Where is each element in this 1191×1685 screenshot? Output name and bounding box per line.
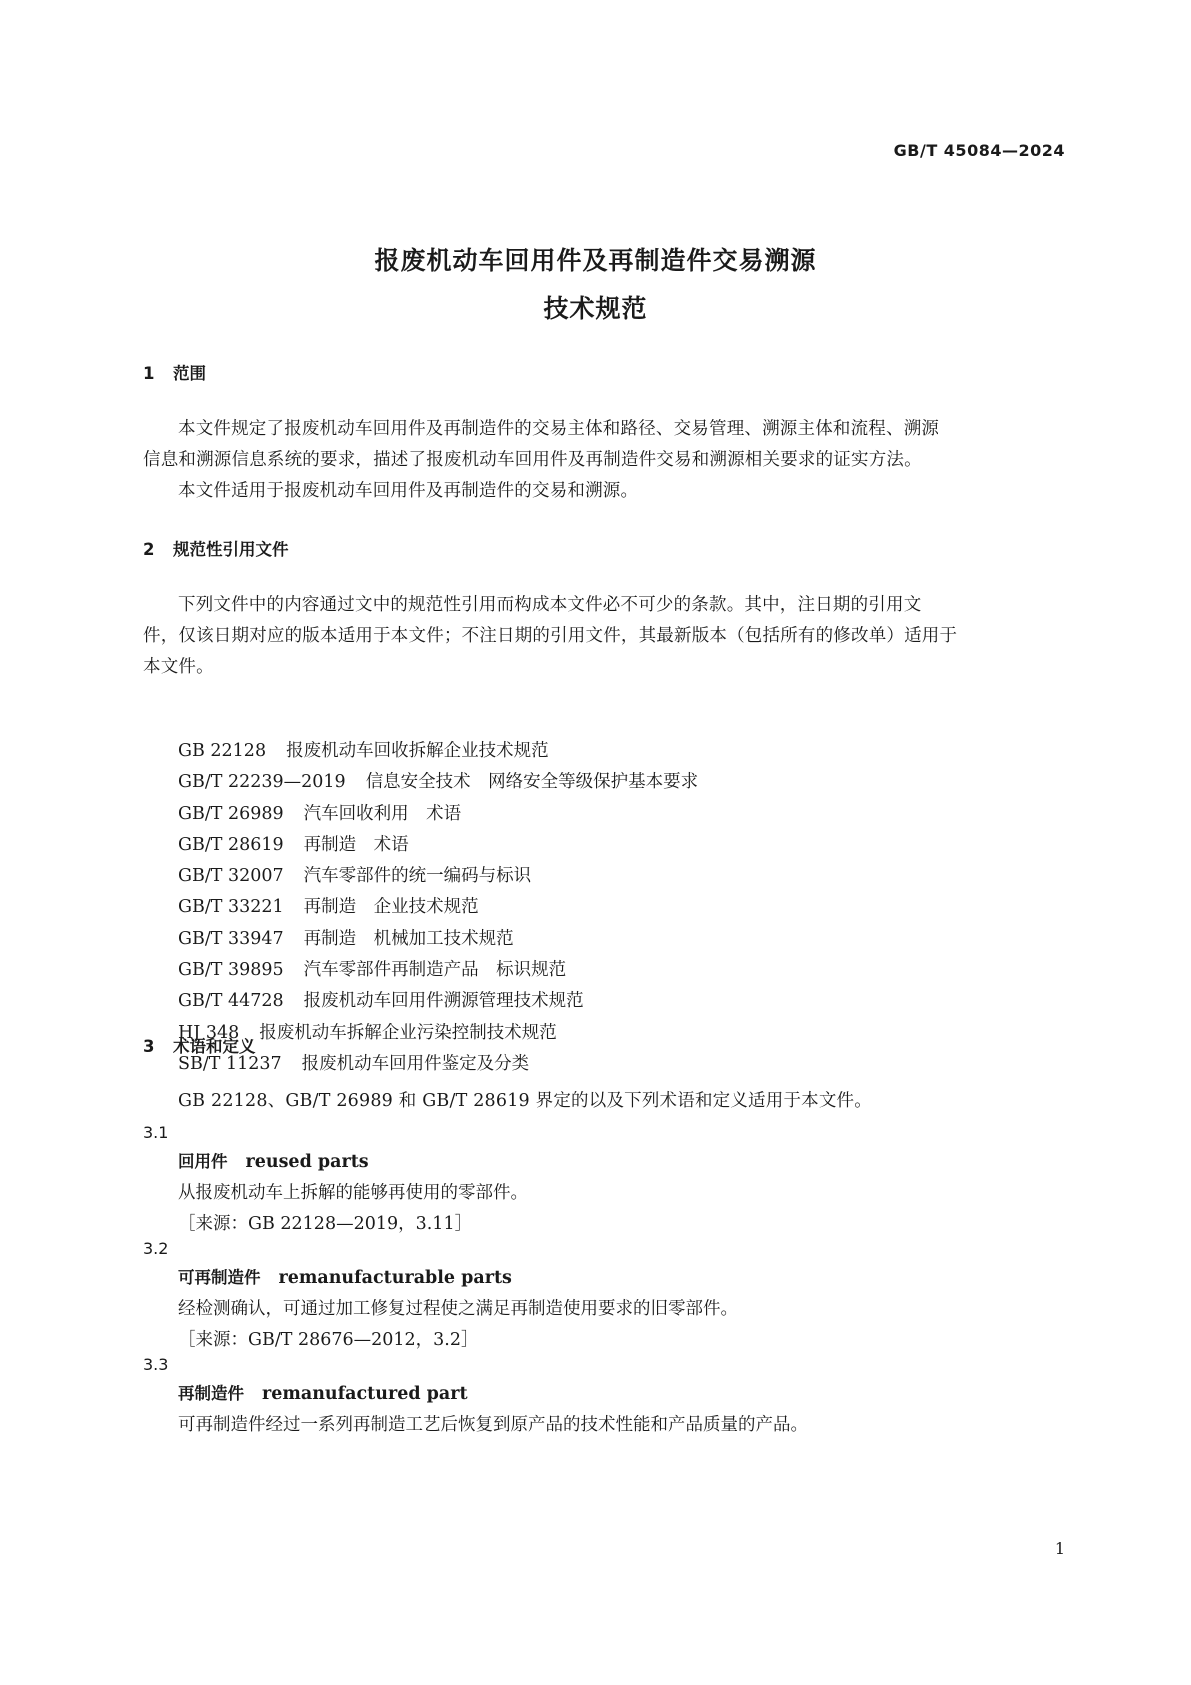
reference-title: 信息安全技术 网络安全等级保护基本要求 — [365, 772, 699, 793]
section-3-heading — [143, 1033, 256, 1057]
reference-title: 报废机动车回收拆解企业技术规范 — [286, 741, 549, 761]
paragraph-line: 本文件规定了报废机动车回用件及再制造件的交易主体和路径、交易管理、溯源主体和流程、溯源 — [178, 419, 940, 439]
section-number: 3 — [143, 1037, 155, 1056]
term-number: 3.3 — [143, 1355, 169, 1374]
reference-item — [178, 799, 698, 830]
document-title — [0, 237, 1191, 333]
section-2-intro — [143, 590, 1065, 683]
section-2-heading — [143, 536, 289, 560]
reference-item — [178, 1049, 698, 1080]
reference-code: GB/T 33947 — [178, 928, 284, 949]
reference-item — [178, 1018, 698, 1049]
reference-code: GB 22128 — [178, 741, 267, 761]
reference-item — [178, 955, 698, 986]
reference-code: SB/T 11237 — [178, 1053, 282, 1074]
reference-item — [178, 986, 698, 1017]
paragraph-line: 件，仅该日期对应的版本适用于本文件；不注日期的引用文件，其最新版本（包括所有的修改单）适用于 — [143, 626, 958, 646]
reference-item — [178, 924, 698, 955]
reference-title: 汽车零部件再制造产品 标识规范 — [303, 960, 567, 981]
term-source: ［来源：GB 22128—2019，3.11］ — [178, 1214, 473, 1234]
paragraph-line: 下列文件中的内容通过文中的规范性引用而构成本文件必不可少的条款。其中，注日期的引用文 — [178, 595, 922, 615]
paragraph-line: GB 22128、GB/T 26989 和 GB/T 28619 界定的以及下列术语和定义适用于本文件。 — [178, 1091, 872, 1111]
paragraph-line: 本文件适用于报废机动车回用件及再制造件的交易和溯源。 — [178, 481, 639, 501]
section-title: 范围 — [173, 364, 206, 383]
term-entry — [178, 1262, 738, 1356]
reference-code: GB/T 33221 — [178, 897, 284, 918]
title-line-2: 技术规范 — [543, 294, 648, 323]
term-entry — [178, 1378, 808, 1441]
reference-item — [178, 861, 698, 892]
title-line-1: 报废机动车回用件及再制造件交易溯源 — [374, 246, 817, 275]
paragraph-line: 本文件。 — [143, 657, 214, 677]
term-number: 3.1 — [143, 1123, 169, 1142]
reference-title: 再制造 术语 — [303, 834, 409, 855]
term-name-cn: 再制造件 — [178, 1384, 244, 1403]
term-name-en: remanufactured part — [262, 1384, 468, 1404]
term-name-cn: 回用件 — [178, 1152, 228, 1171]
reference-code: GB/T 32007 — [178, 866, 284, 887]
reference-code: GB/T 44728 — [178, 991, 284, 1012]
section-title: 术语和定义 — [173, 1037, 256, 1056]
term-name-en: reused parts — [245, 1152, 369, 1172]
section-1-heading — [143, 360, 206, 384]
reference-item — [178, 767, 698, 798]
reference-code: HJ 348 — [178, 1022, 240, 1043]
term-name-en: remanufacturable parts — [278, 1268, 512, 1288]
reference-item — [178, 736, 698, 767]
paragraph-line: 信息和溯源信息系统的要求，描述了报废机动车回用件及再制造件交易和溯源相关要求的证实方法。 — [143, 450, 922, 470]
reference-item — [178, 892, 698, 923]
reference-code: GB/T 39895 — [178, 960, 284, 981]
section-title: 规范性引用文件 — [173, 540, 289, 559]
section-1-body — [143, 414, 1065, 507]
term-definition: 可再制造件经过一系列再制造工艺后恢复到原产品的技术性能和产品质量的产品。 — [178, 1415, 808, 1435]
section-number: 1 — [143, 364, 155, 383]
reference-title: 再制造 机械加工技术规范 — [303, 928, 514, 949]
page-number: 1 — [1054, 1539, 1065, 1558]
term-number: 3.2 — [143, 1239, 169, 1258]
reference-title: 报废机动车回用件溯源管理技术规范 — [303, 991, 584, 1012]
reference-code: GB/T 26989 — [178, 803, 284, 824]
term-definition: 从报废机动车上拆解的能够再使用的零部件。 — [178, 1183, 528, 1203]
section-3-intro — [143, 1086, 1065, 1117]
term-definition: 经检测确认，可通过加工修复过程使之满足再制造使用要求的旧零部件。 — [178, 1299, 738, 1319]
reference-code: GB/T 28619 — [178, 834, 284, 855]
reference-item — [178, 830, 698, 861]
standard-number: GB/T 45084—2024 — [893, 141, 1065, 160]
term-name-cn: 可再制造件 — [178, 1268, 261, 1287]
term-entry — [178, 1146, 528, 1240]
reference-title: 再制造 企业技术规范 — [303, 897, 479, 918]
reference-title: 汽车回收利用 术语 — [303, 803, 462, 824]
reference-title: 报废机动车拆解企业污染控制技术规范 — [259, 1022, 557, 1043]
reference-title: 汽车零部件的统一编码与标识 — [303, 866, 532, 887]
normative-reference-list — [178, 736, 698, 1080]
section-number: 2 — [143, 540, 155, 559]
reference-title: 报废机动车回用件鉴定及分类 — [301, 1053, 530, 1074]
term-source: ［来源：GB/T 28676—2012，3.2］ — [178, 1330, 479, 1350]
reference-code: GB/T 22239—2019 — [178, 772, 346, 793]
